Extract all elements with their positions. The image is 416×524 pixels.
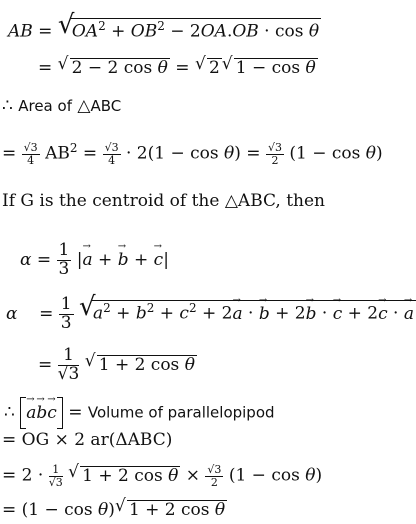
volume-eq-2: = 2 · $\frac{1}{√3}$ √ 1 + 2 cos θ × $\frac{√3}{2}$ (1 − cos θ) — [2, 464, 322, 488]
area-formula: = $\frac{√3}{4}$ $AB^2$ = $\frac{√3}{4}$ · 2(1 − cos θ) = $\frac{√3}{2}$ (1 − cos θ) — [2, 141, 383, 167]
centroid-text: If G is the centroid of the — [2, 191, 220, 211]
then-text: , then — [275, 191, 326, 211]
ab-simplified: = √ 2 − 2 cos θ = √ 2√ 1 − cos θ — [38, 58, 318, 77]
alpha-definition: α = $\frac{1}{3}$ |a → + b → + c →| — [20, 242, 169, 279]
volume-label: ∴ a →b →c → = Volume of parallelopipod — [4, 397, 275, 429]
volume-eq-1: = OG × 2 ar(ΔABC) — [2, 430, 173, 450]
area-label: ∴ Area of △ABC — [2, 96, 122, 116]
triangle-abc-text: ABC — [90, 97, 122, 115]
centroid-intro: If G is the centroid of the △ABC, then — [2, 191, 326, 211]
ab-definition: AB = √ $OA^2 + OB^2 - 2OA.OB \cdot \cos \theta$ — [8, 18, 321, 41]
area-of-text: Area of — [18, 97, 72, 115]
volume-of-text: Volume of parallelopipod — [87, 403, 275, 422]
alpha-simplified: = $\frac{1}{√3}$ √ 1 + 2 cos θ — [38, 347, 197, 384]
volume-eq-3: = (1 − cos θ)√ 1 + 2 cos θ — [2, 500, 227, 519]
alpha-expanded: α = $\frac{1}{3}$ √ $a^2 + b^2 + c^2 + 2a$ → · b → + 2b → · c → + 2c → · a → — [6, 296, 416, 333]
